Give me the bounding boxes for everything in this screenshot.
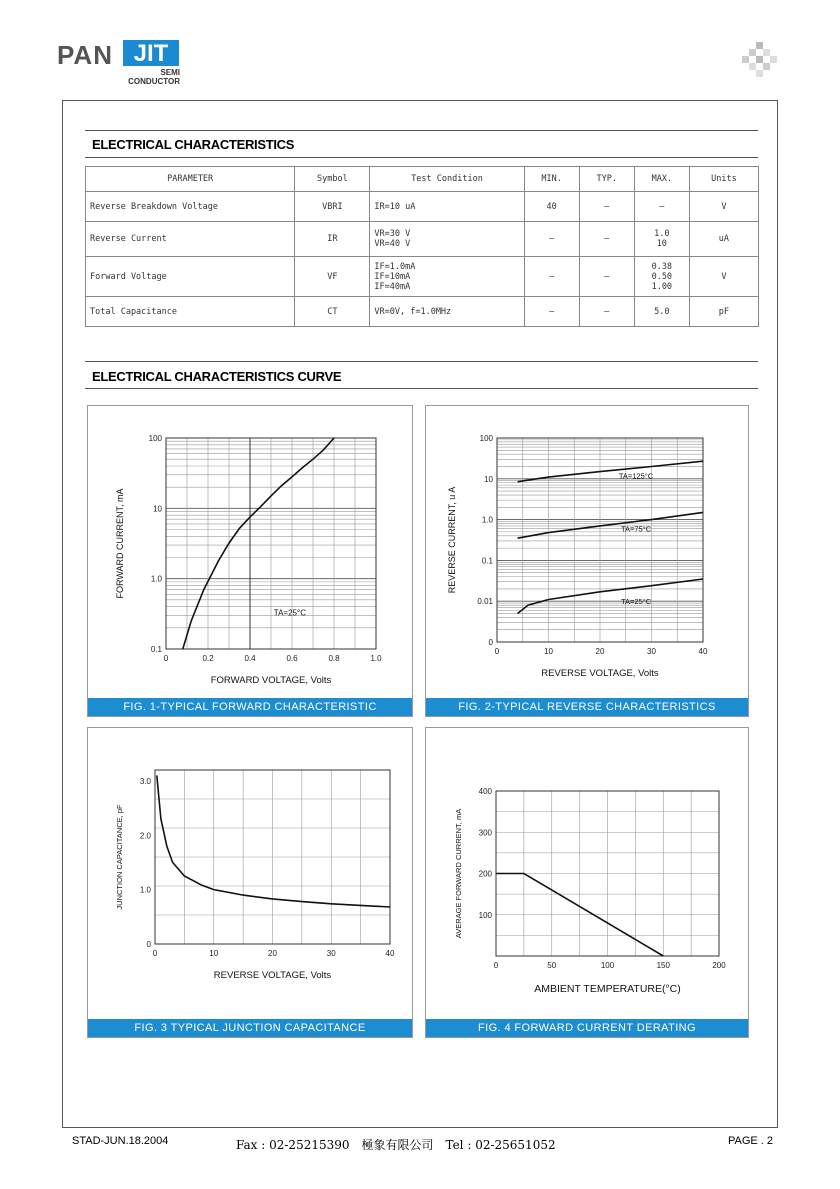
col-typ: TYP. xyxy=(579,167,634,192)
footer-date: STAD-JUN.18.2004 xyxy=(72,1135,169,1147)
row-min: 40 xyxy=(524,192,579,222)
max-line: 10 xyxy=(656,239,667,249)
x-tick-label: 0 xyxy=(152,949,158,958)
footer-contact: Fax : 02-25215390 極象有限公司 Tel : 02-25651052 xyxy=(236,1138,556,1152)
fig3-caption: FIG. 3 TYPICAL JUNCTION CAPACITANCE xyxy=(88,1019,412,1037)
x-tick-label: 30 xyxy=(647,647,656,656)
row-typ: — xyxy=(579,297,634,327)
x-tick-label: 30 xyxy=(326,949,336,958)
condition-line: IR=10 uA xyxy=(374,201,416,212)
x-tick-label: 0 xyxy=(494,647,500,656)
row-parameter: Reverse Current xyxy=(86,222,295,257)
condition-line: VR=30 V xyxy=(374,229,411,239)
col-min: MIN. xyxy=(524,167,579,192)
row-max xyxy=(634,222,689,257)
fig2-caption: FIG. 2-TYPICAL REVERSE CHARACTERISTICS xyxy=(426,698,748,716)
row-parameter: Forward Voltage xyxy=(86,257,295,297)
y-tick-label: 100 xyxy=(478,910,492,920)
y-tick-label: 10 xyxy=(484,474,493,484)
x-tick-label: 20 xyxy=(595,647,605,656)
y-tick-label: 100 xyxy=(148,434,162,443)
x-tick-label: 150 xyxy=(656,961,670,970)
condition-line: VR=0V, f=1.0MHz xyxy=(374,306,452,317)
curves-title: ELECTRICAL CHARACTERISTICS CURVE xyxy=(92,369,342,384)
temperature-annotation: TA=25°C xyxy=(273,608,306,618)
x-tick-label: 0.8 xyxy=(328,654,340,663)
row-typ: — xyxy=(579,192,634,222)
row-min: — xyxy=(524,257,579,297)
y-tick-label: 200 xyxy=(478,869,492,879)
row-typ: — xyxy=(579,257,634,297)
row-min: — xyxy=(524,297,579,327)
electrical-characteristics-title: ELECTRICAL CHARACTERISTICS xyxy=(92,137,295,152)
y-axis-label: FORWARD CURRENT, mA xyxy=(115,488,125,599)
series-line xyxy=(183,438,334,649)
y-tick-label: 10 xyxy=(153,504,162,514)
x-tick-label: 0 xyxy=(163,654,169,663)
x-tick-label: 0.4 xyxy=(244,654,256,663)
series-label: TA=125°C xyxy=(618,471,654,481)
max-line: 1.0 xyxy=(654,229,670,239)
y-tick-label: 0.01 xyxy=(477,597,493,607)
row-units: uA xyxy=(689,222,758,257)
row-units: V xyxy=(689,257,758,297)
x-axis-label: REVERSE VOLTAGE, Volts xyxy=(541,668,659,679)
col-parameter: PARAMETER xyxy=(86,167,295,192)
logo-semi-text: SEMI xyxy=(160,68,180,77)
logo-pan-text: PAN xyxy=(57,40,113,70)
fig4-chart xyxy=(426,728,748,1019)
y-tick-label: 0 xyxy=(488,638,493,647)
col-condition: Test Condition xyxy=(370,167,524,192)
x-tick-label: 100 xyxy=(600,961,615,970)
section-rule-top xyxy=(85,130,758,131)
x-tick-label: 1.0 xyxy=(370,654,382,663)
footer-page: PAGE . 2 xyxy=(728,1135,774,1147)
row-condition xyxy=(370,222,524,257)
row-min: — xyxy=(524,222,579,257)
fig2-panel xyxy=(425,405,749,717)
electrical-characteristics-table xyxy=(85,166,759,327)
row-units: pF xyxy=(689,297,758,327)
y-tick-label: 0 xyxy=(146,940,151,949)
table-row xyxy=(86,192,759,222)
x-tick-label: 40 xyxy=(385,949,395,958)
x-axis-label: AMBIENT TEMPERATURE(°C) xyxy=(534,983,681,995)
series-line xyxy=(157,775,390,907)
x-tick-label: 40 xyxy=(698,647,708,656)
table-header-row xyxy=(86,167,759,192)
y-tick-label: 0.1 xyxy=(481,556,493,566)
x-axis-label: REVERSE VOLTAGE, Volts xyxy=(213,970,332,981)
row-symbol: CT xyxy=(295,297,370,327)
checker-decoration-icon xyxy=(742,42,782,82)
fig3-panel xyxy=(87,727,413,1038)
max-line: 0.38 xyxy=(651,261,673,272)
row-typ: — xyxy=(579,222,634,257)
fig1-chart xyxy=(88,406,412,698)
max-line: — xyxy=(659,201,665,212)
y-tick-label: 1.0 xyxy=(481,515,493,525)
row-condition xyxy=(370,192,524,222)
series-line xyxy=(518,579,703,614)
fig1-panel xyxy=(87,405,413,717)
curves-rule-bottom xyxy=(85,388,758,389)
table-row xyxy=(86,257,759,297)
max-line: 5.0 xyxy=(654,306,670,317)
x-tick-label: 10 xyxy=(544,647,553,656)
y-tick-label: 1.0 xyxy=(150,574,162,584)
table-row xyxy=(86,297,759,327)
logo-conductor-text: CONDUCTOR xyxy=(128,77,180,86)
table-row xyxy=(86,222,759,257)
section-rule-bottom xyxy=(85,157,758,158)
x-tick-label: 20 xyxy=(268,949,277,958)
condition-line: IF=10mA xyxy=(374,271,411,282)
x-axis-label: FORWARD VOLTAGE, Volts xyxy=(210,675,332,686)
row-symbol: VF xyxy=(295,257,370,297)
row-max xyxy=(634,257,689,297)
row-parameter: Reverse Breakdown Voltage xyxy=(86,192,295,222)
max-line: 0.50 xyxy=(651,271,673,282)
fig4-caption: FIG. 4 FORWARD CURRENT DERATING xyxy=(426,1019,748,1037)
y-axis-label: AVERAGE FORWARD CURRENT, mA xyxy=(454,808,463,939)
x-tick-label: 0.6 xyxy=(286,654,298,663)
fig4-panel xyxy=(425,727,749,1038)
curves-rule-top xyxy=(85,361,758,362)
row-symbol: VBRI xyxy=(295,192,370,222)
max-line: 1.00 xyxy=(651,281,673,292)
col-units: Units xyxy=(689,167,758,192)
x-tick-label: 200 xyxy=(712,961,726,970)
y-tick-label: 3.0 xyxy=(139,776,151,786)
col-symbol: Symbol xyxy=(295,167,370,192)
x-tick-label: 50 xyxy=(547,961,557,970)
x-tick-label: 0 xyxy=(493,961,499,970)
fig3-chart xyxy=(88,728,412,1019)
row-symbol: IR xyxy=(295,222,370,257)
y-tick-label: 400 xyxy=(478,787,492,796)
logo-semiconductor xyxy=(124,68,180,86)
y-tick-label: 100 xyxy=(479,434,493,443)
condition-line: VR=40 V xyxy=(374,239,411,249)
row-parameter: Total Capacitance xyxy=(86,297,295,327)
x-tick-label: 0.2 xyxy=(202,654,214,663)
fig1-caption: FIG. 1-TYPICAL FORWARD CHARACTERISTIC xyxy=(88,698,412,716)
condition-line: IF=1.0mA xyxy=(374,261,416,272)
y-tick-label: 1.0 xyxy=(139,885,151,895)
series-label: TA=25°C xyxy=(620,596,652,606)
col-max: MAX. xyxy=(634,167,689,192)
y-axis-label: JUNCTION CAPACITANCE, pF xyxy=(115,804,124,910)
x-tick-label: 10 xyxy=(209,949,219,958)
logo-jit-box: JIT xyxy=(123,40,179,66)
y-axis-label: REVERSE CURRENT, u A xyxy=(447,486,457,594)
series-line xyxy=(518,512,703,538)
series-label: TA=75°C xyxy=(620,524,652,534)
fig2-chart xyxy=(426,406,748,698)
condition-line: IF=40mA xyxy=(374,281,411,292)
row-max xyxy=(634,297,689,327)
y-tick-label: 0.1 xyxy=(150,645,162,654)
row-condition xyxy=(370,297,524,327)
row-max xyxy=(634,192,689,222)
row-units: V xyxy=(689,192,758,222)
y-tick-label: 2.0 xyxy=(139,831,151,841)
row-condition xyxy=(370,257,524,297)
y-tick-label: 300 xyxy=(478,828,492,838)
